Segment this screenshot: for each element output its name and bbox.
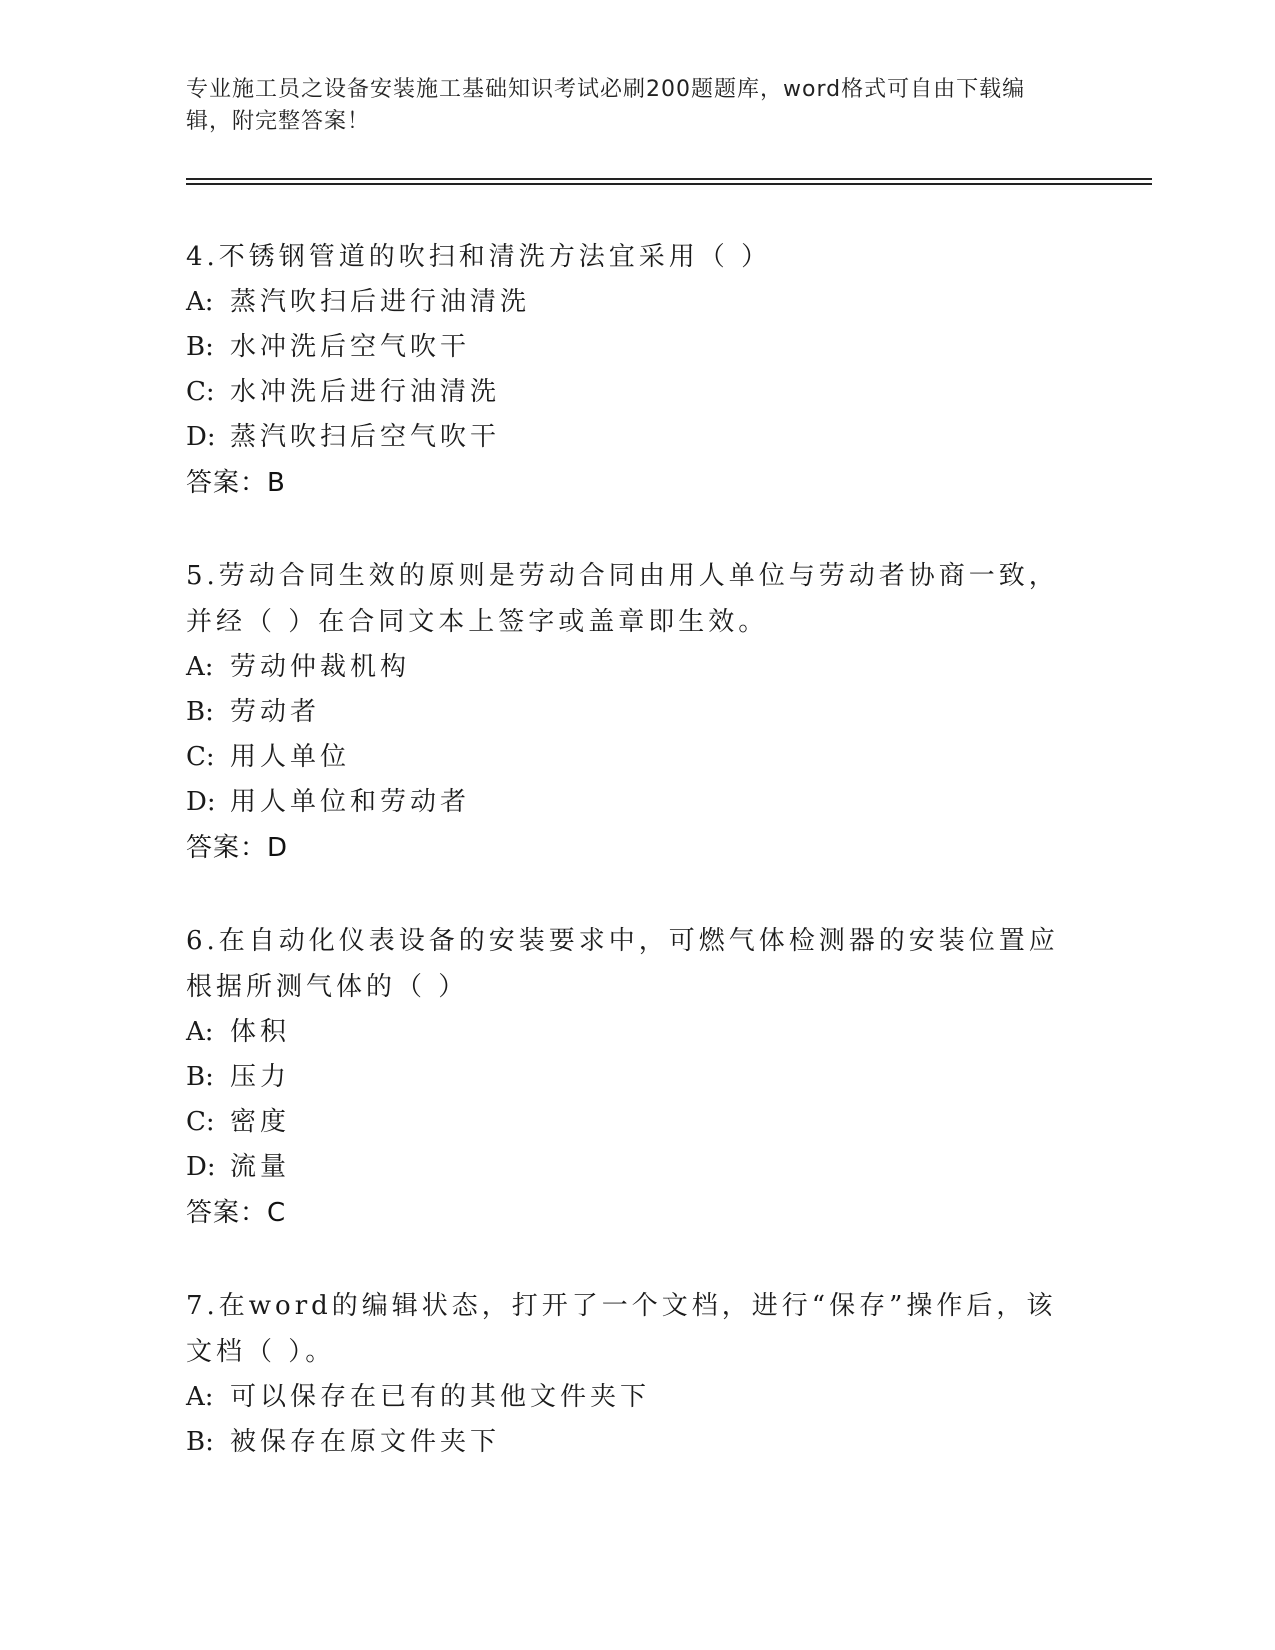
option-d	[186, 415, 1086, 460]
option-a	[186, 1010, 1086, 1055]
option-text: 劳动者	[230, 697, 321, 727]
option-key: C:	[186, 742, 215, 772]
option-b	[186, 1420, 1086, 1465]
option-c	[186, 370, 1086, 415]
option-text: 用人单位	[230, 742, 351, 772]
option-text: 劳动仲裁机构	[230, 652, 411, 682]
question-5	[186, 553, 1086, 871]
option-a	[186, 645, 1086, 690]
option-key: B:	[186, 1427, 214, 1457]
option-key: A:	[186, 1017, 214, 1047]
option-c	[186, 1100, 1086, 1145]
option-key: D:	[186, 1152, 216, 1182]
option-text: 蒸汽吹扫后空气吹干	[230, 422, 501, 452]
header-divider-bottom	[186, 183, 1152, 185]
option-text: 被保存在原文件夹下	[230, 1427, 501, 1457]
question-6	[186, 918, 1086, 1236]
option-key: C:	[186, 1107, 215, 1137]
option-text: 水冲洗后进行油清洗	[230, 377, 501, 407]
option-text: 可以保存在已有的其他文件夹下	[230, 1382, 651, 1412]
option-text: 水冲洗后空气吹干	[230, 332, 471, 362]
option-text: 流量	[230, 1152, 291, 1182]
option-text: 密度	[230, 1107, 291, 1137]
option-b	[186, 325, 1086, 370]
option-key: B:	[186, 1062, 214, 1092]
header-divider-top	[186, 178, 1152, 180]
option-key: B:	[186, 697, 214, 727]
question-stem: 7.在word的编辑状态，打开了一个文档，进行“保存”操作后，该文档（ ）。	[186, 1291, 1057, 1367]
question-stem: 6.在自动化仪表设备的安装要求中，可燃气体检测器的安装位置应根据所测气体的（ ）	[186, 926, 1059, 1002]
option-key: D:	[186, 787, 216, 817]
option-b	[186, 1055, 1086, 1100]
question-4	[186, 234, 1086, 506]
question-7	[186, 1283, 1086, 1465]
option-text: 体积	[230, 1017, 291, 1047]
option-key: D:	[186, 422, 216, 452]
option-text: 蒸汽吹扫后进行油清洗	[230, 287, 531, 317]
option-text: 压力	[230, 1062, 291, 1092]
option-d	[186, 1145, 1086, 1190]
option-key: B:	[186, 332, 214, 362]
option-c	[186, 735, 1086, 780]
option-a	[186, 1375, 1086, 1420]
option-a	[186, 280, 1086, 325]
answer: 答案：D	[186, 833, 289, 863]
question-list	[186, 234, 1086, 1512]
option-text: 用人单位和劳动者	[230, 787, 471, 817]
question-stem: 5.劳动合同生效的原则是劳动合同由用人单位与劳动者协商一致，并经（ ）在合同文本上签字或盖章即生效。	[186, 561, 1059, 637]
option-key: C:	[186, 377, 215, 407]
answer: 答案：C	[186, 1198, 287, 1228]
option-key: A:	[186, 287, 214, 317]
option-b	[186, 690, 1086, 735]
answer: 答案：B	[186, 468, 286, 498]
document-header: 专业施工员之设备安装施工基础知识考试必刷200题题库，word格式可自由下载编辑，附完整答案！	[186, 77, 1026, 134]
question-stem: 4.不锈钢管道的吹扫和清洗方法宜采用（ ）	[186, 242, 772, 272]
option-key: A:	[186, 652, 214, 682]
option-key: A:	[186, 1382, 214, 1412]
option-d	[186, 780, 1086, 825]
